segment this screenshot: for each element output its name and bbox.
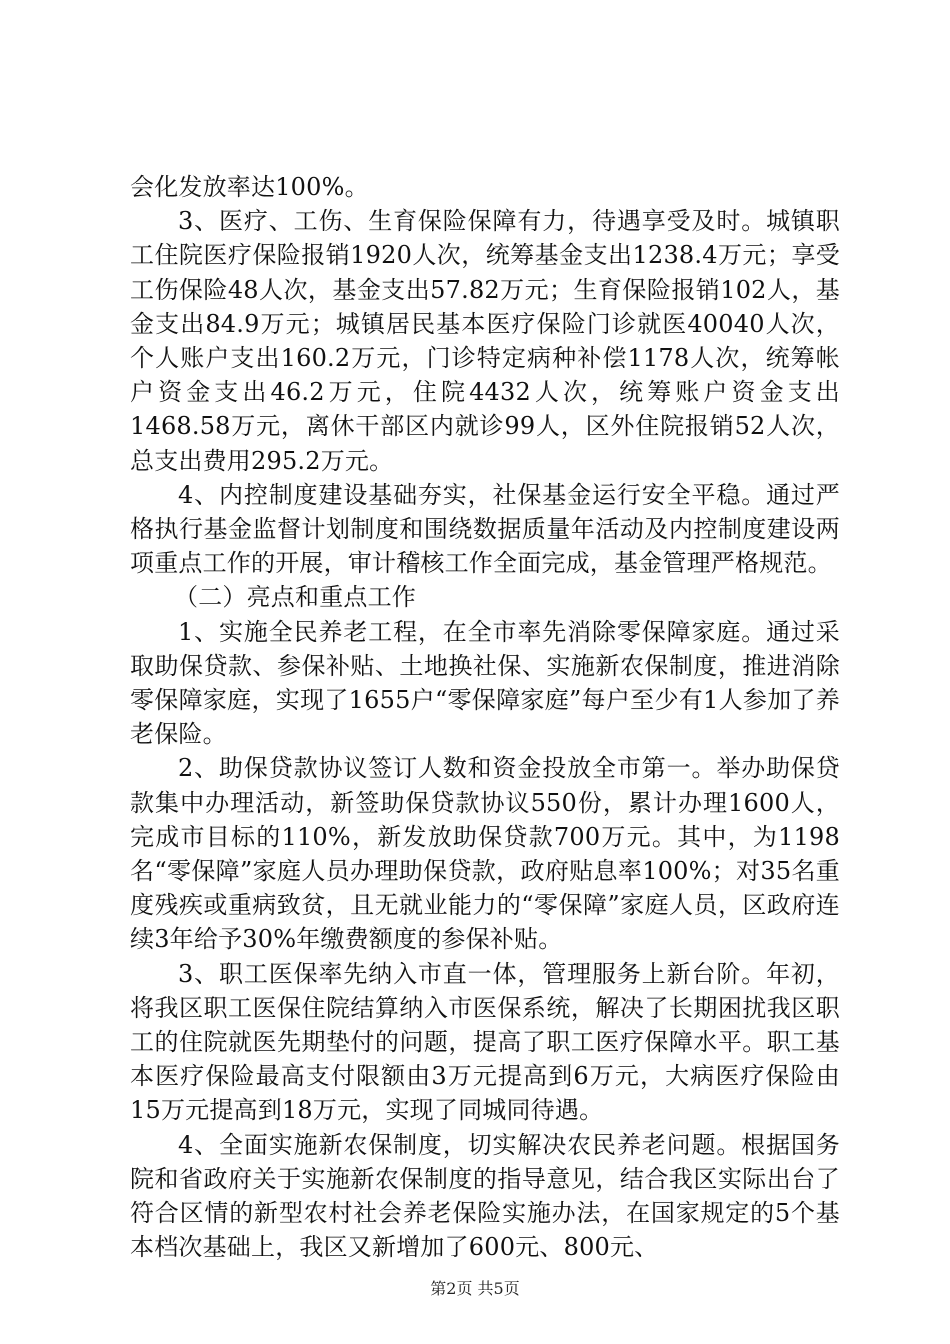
paragraph-continuation: 会化发放率达100%。 — [130, 173, 369, 201]
paragraph-medical-insurance: 3、医疗、工伤、生育保险保障有力，待遇享受及时。城镇职工住院医疗保险报销1920人次，统筹基金支出1238.4万元；享受工伤保险48人次，基金支出57.82万元；生育保险报销102人，基金支出84.9万元；城镇居民基本医疗保险门诊就医40040人次，个人账户支出160.2万元，门诊特定病种补偿1178人次，统筹帐户资金支出46.2万元，住院4432人次，统筹账户资金支出1468.58万元，离休干部区内就诊99人，区外住院报销52人次，总支出费用295.2万元。 — [130, 207, 840, 475]
paragraph-rural-pension: 4、全面实施新农保制度，切实解决农民养老问题。根据国务院和省政府关于实施新农保制度的指导意见，结合我区实际出台了符合区情的新型农村社会养老保险实施办法，在国家规定的5个基本档次基础上，我区又新增加了600元、800元、 — [130, 1130, 840, 1262]
section-heading: （二）亮点和重点工作 — [174, 583, 416, 612]
paragraph-internal-control: 4、内控制度建设基础夯实，社保基金运行安全平稳。通过严格执行基金监督计划制度和围绕数据质量年活动及内控制度建设两项重点工作的开展，审计稽核工作全面完成，基金管理严格规范。 — [130, 480, 840, 578]
page-footer: 第2页 共5页 — [430, 1279, 520, 1298]
paragraph-pension-project: 1、实施全民养老工程，在全市率先消除零保障家庭。通过采取助保贷款、参保补贴、土地换社保、实施新农保制度，推进消除零保障家庭，实现了1655户“零保障家庭”每户至少有1人参加了养老保险。 — [130, 617, 840, 749]
paragraph-loan-agreement: 2、助保贷款协议签订人数和资金投放全市第一。举办助保贷款集中办理活动，新签助保贷款协议550份，累计办理1600人，完成市目标的110%，新发放助保贷款700万元。其中，为1198名“零保障”家庭人员办理助保贷款，政府贴息率100%；对35名重度残疾或重病致贫，且无就业能力的“零保障”家庭人员，区政府连续3年给予30%年缴费额度的参保补贴。 — [130, 754, 840, 954]
document-body — [130, 170, 840, 1265]
paragraph-employee-medical: 3、职工医保率先纳入市直一体，管理服务上新台阶。年初，将我区职工医保住院结算纳入市医保系统，解决了长期困扰我区职工的住院就医先期垫付的问题，提高了职工医疗保障水平。职工基本医疗保险最高支付限额由3万元提高到6万元，大病医疗保险由15万元提高到18万元，实现了同城同待遇。 — [130, 959, 840, 1125]
